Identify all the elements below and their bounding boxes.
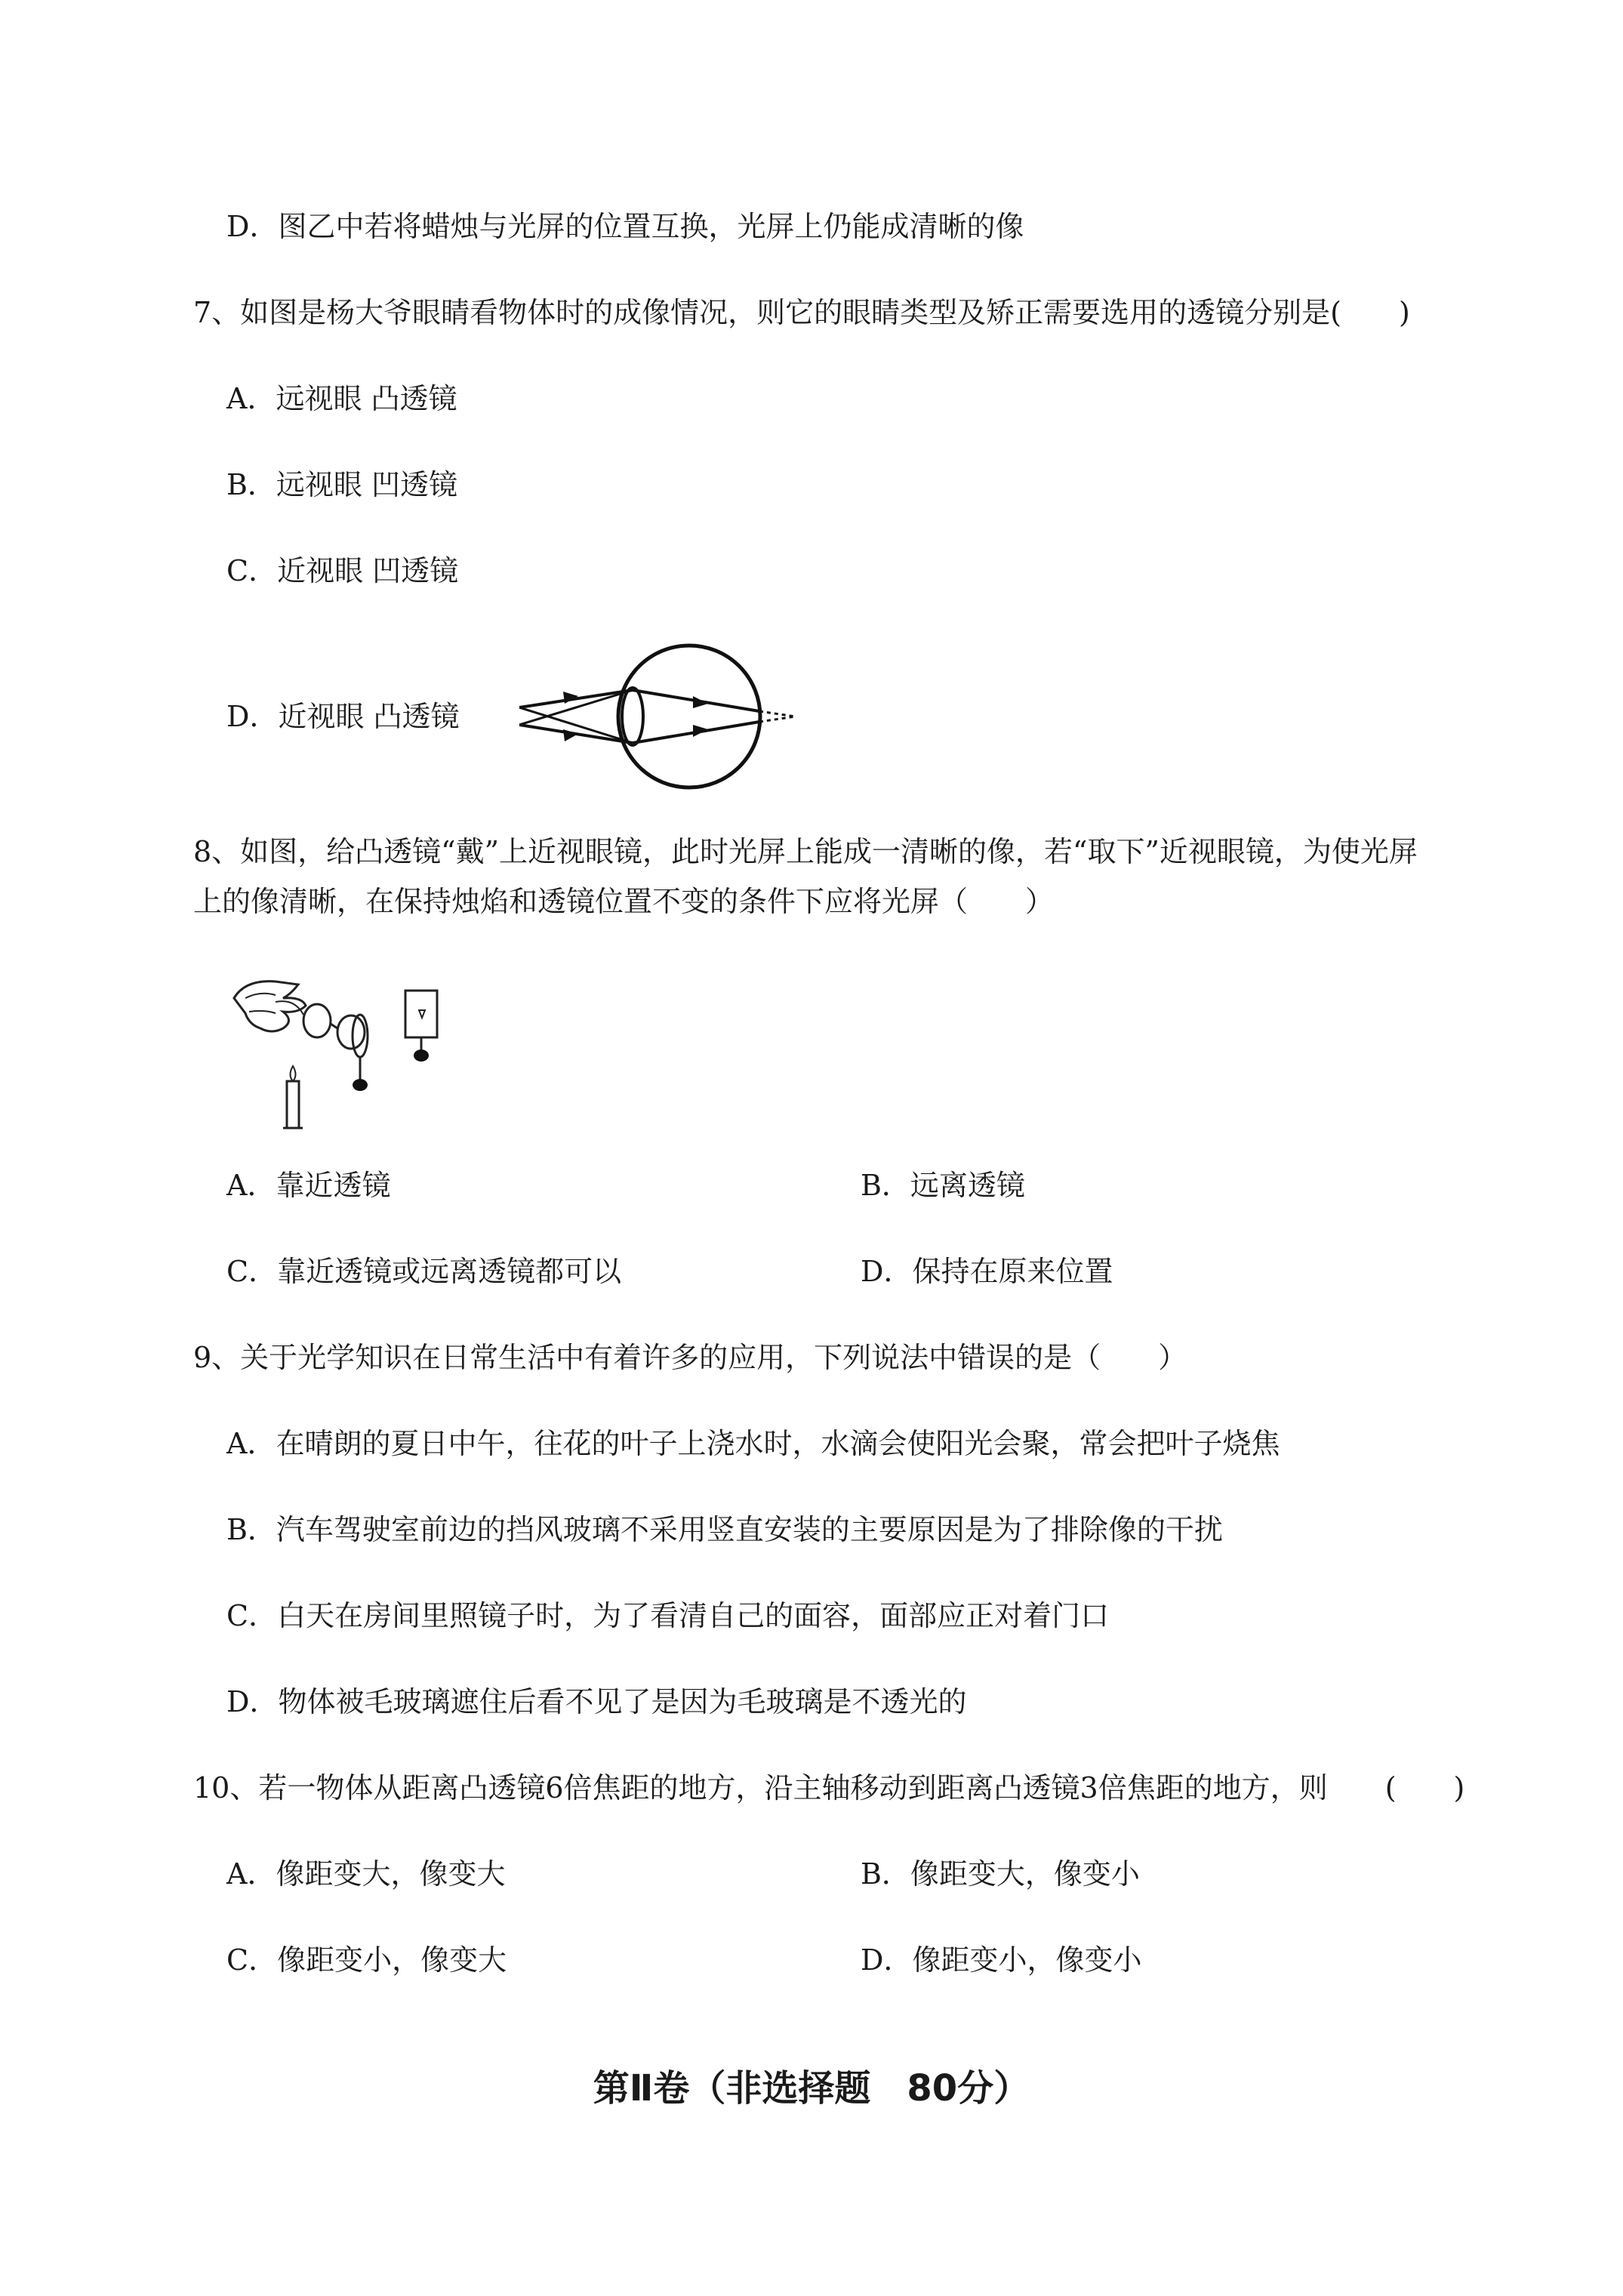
prev-option-d: D．图乙中若将蜡烛与光屏的位置互换，光屏上仍能成清晰的像 bbox=[226, 210, 1024, 243]
q10-stem: 10、若一物体从距离凸透镜6倍焦距的地方，沿主轴移动到距离凸透镜3倍焦距的地方，则 ( ) bbox=[193, 1771, 1465, 1804]
q7-stem: 7、如图是杨大爷眼睛看物体时的成像情况，则它的眼睛类型及矫正需要选用的透镜分别是( ) bbox=[193, 296, 1410, 329]
q8-stem-line1: 8、如图，给凸透镜“戴”上近视眼镜，此时光屏上能成一清晰的像，若“取下”近视眼镜，为使光屏 bbox=[193, 835, 1418, 868]
q9-stem: 9、关于光学知识在日常生活中有着许多的应用，下列说法中错误的是（ ） bbox=[193, 1341, 1187, 1374]
lens-candle-screen-icon bbox=[230, 968, 457, 1142]
q9-option-b: B．汽车驾驶室前边的挡风玻璃不采用竖直安装的主要原因是为了排除像的干扰 bbox=[226, 1513, 1223, 1546]
q10-option-b: B．像距变大，像变小 bbox=[861, 1857, 1140, 1891]
q7-option-a: A．远视眼 凸透镜 bbox=[226, 382, 457, 415]
q10-option-a: A．像距变大，像变大 bbox=[226, 1857, 506, 1891]
q7-option-d: D．近视眼 凸透镜 bbox=[226, 700, 460, 733]
eye-ray-diagram-icon bbox=[519, 636, 799, 794]
q7-option-c: C．近视眼 凹透镜 bbox=[226, 554, 459, 587]
q10-option-d: D．像距变小，像变小 bbox=[861, 1943, 1142, 1977]
q8-stem-line2: 上的像清晰，在保持烛焰和透镜位置不变的条件下应将光屏（ ） bbox=[193, 885, 1055, 918]
q9-option-d: D．物体被毛玻璃遮住后看不见了是因为毛玻璃是不透光的 bbox=[226, 1685, 967, 1718]
q8-option-d: D．保持在原来位置 bbox=[861, 1255, 1113, 1288]
q9-option-a: A．在晴朗的夏日中午，往花的叶子上浇水时，水滴会使阳光会聚，常会把叶子烧焦 bbox=[226, 1427, 1280, 1460]
q8-option-a: A．靠近透镜 bbox=[226, 1169, 391, 1202]
q8-option-b: B．远离透镜 bbox=[861, 1169, 1025, 1202]
q8-option-c: C．靠近透镜或远离透镜都可以 bbox=[226, 1255, 622, 1288]
section-2-title: 第Ⅱ卷（非选择题 80分） bbox=[593, 2067, 1030, 2110]
q7-option-b: B．远视眼 凹透镜 bbox=[226, 468, 458, 501]
q10-option-c: C．像距变小，像变大 bbox=[226, 1943, 507, 1977]
q9-option-c: C．白天在房间里照镜子时，为了看清自己的面容，面部应正对着门口 bbox=[226, 1599, 1110, 1632]
